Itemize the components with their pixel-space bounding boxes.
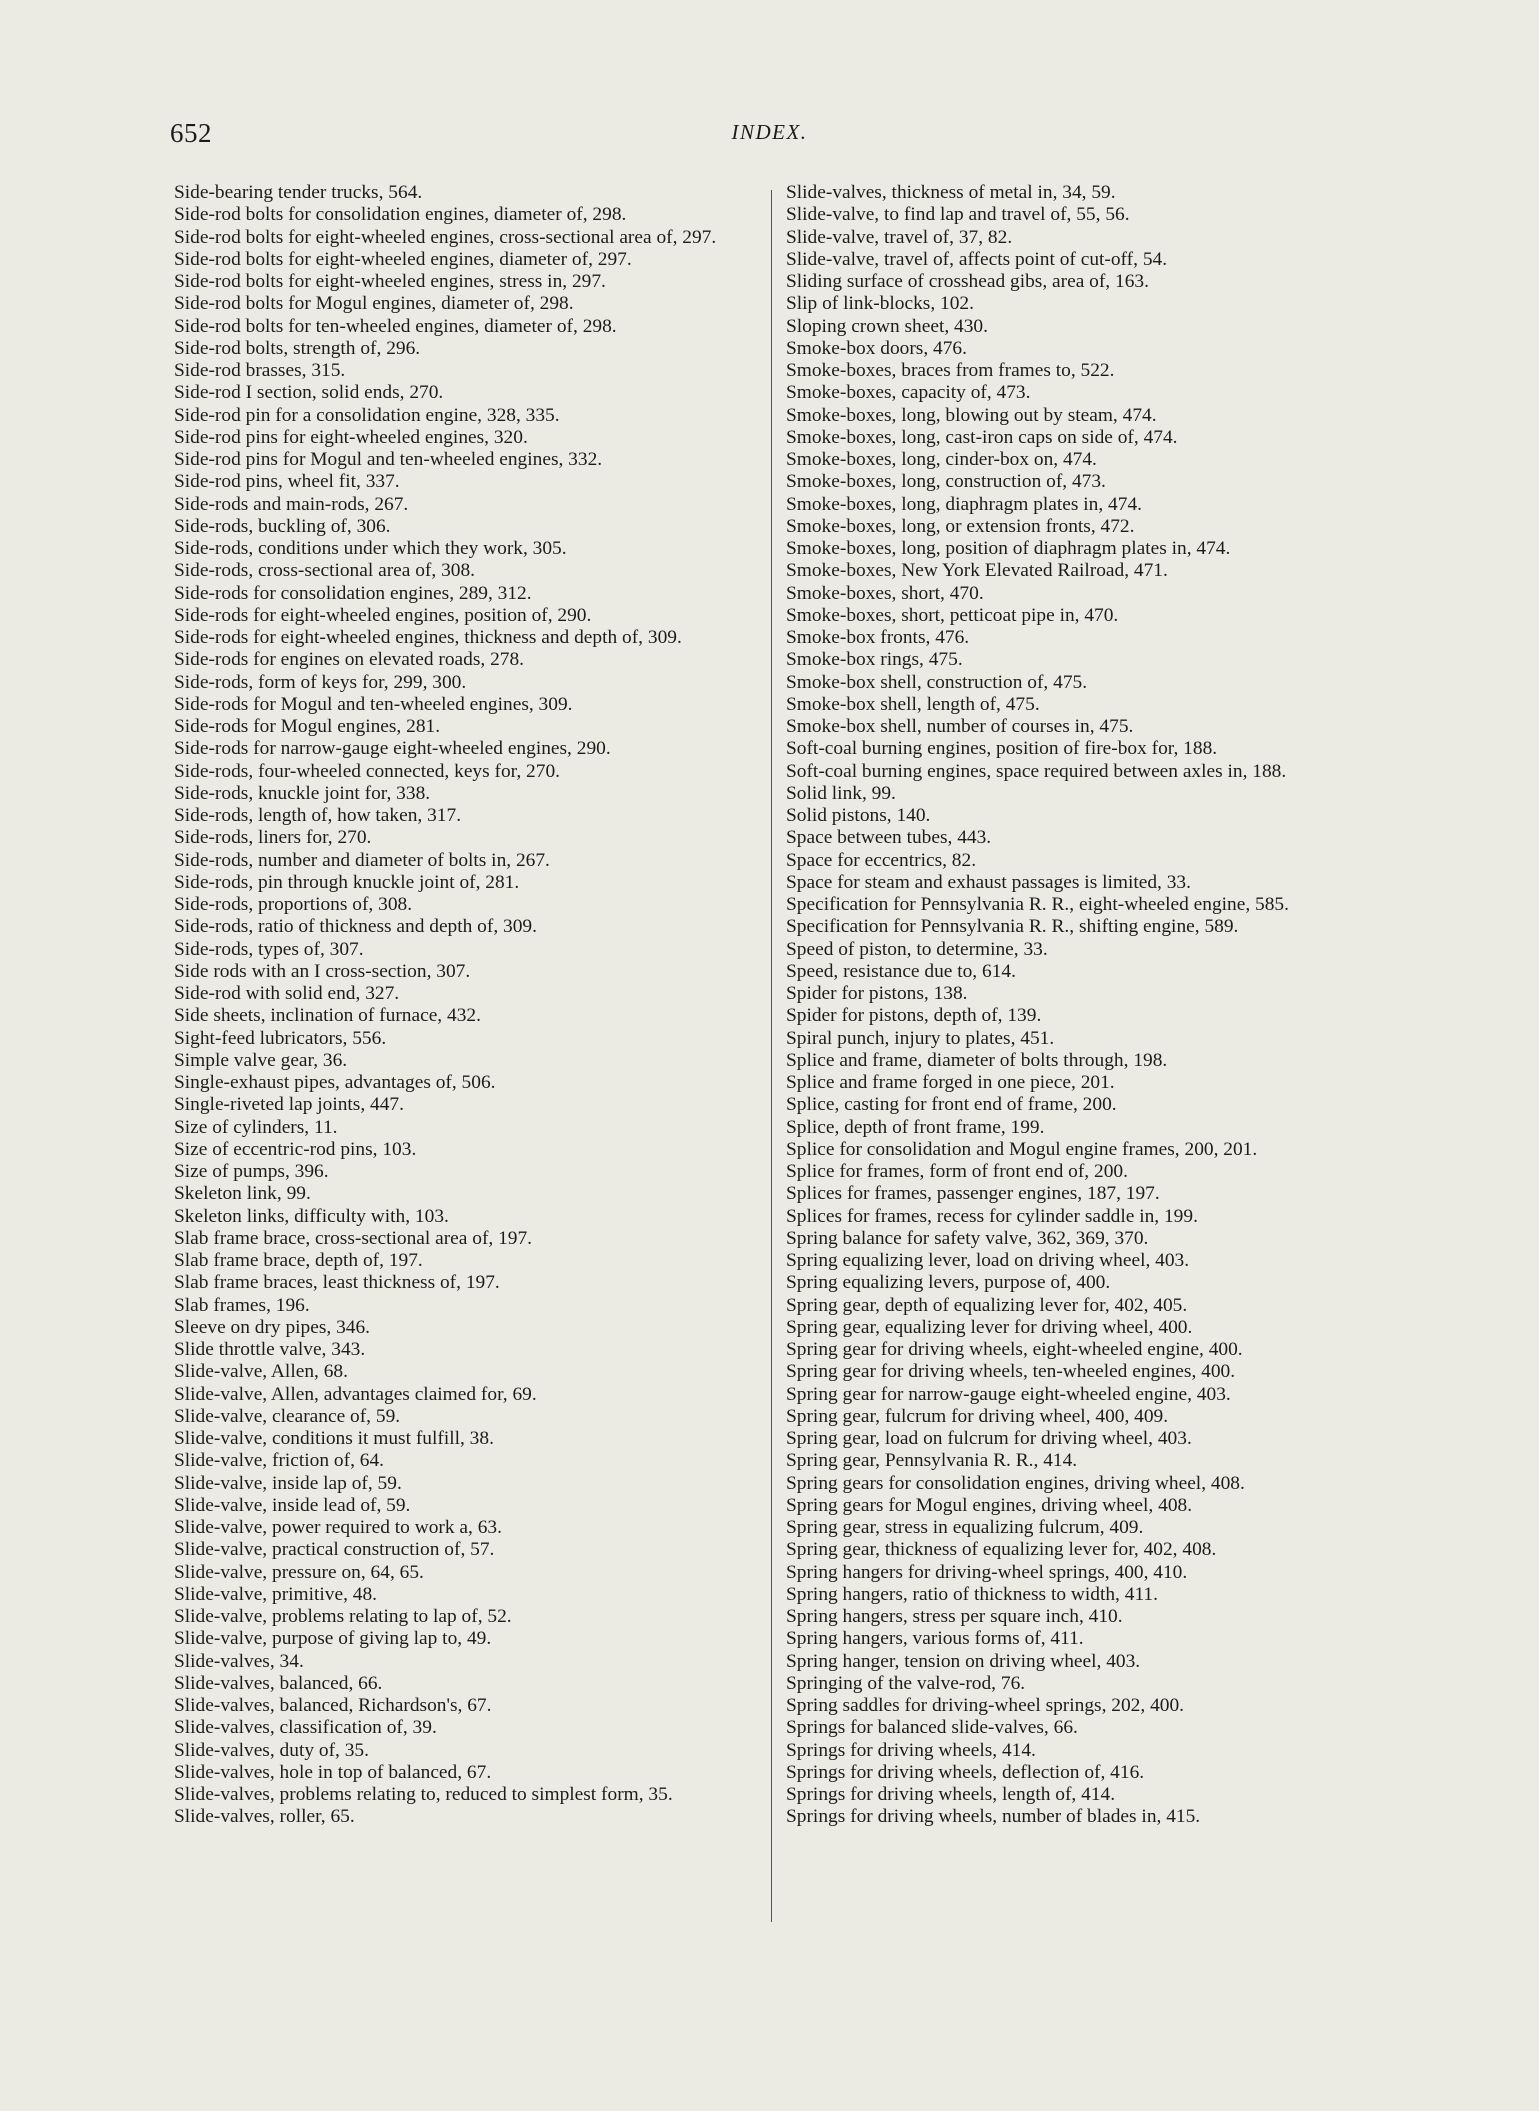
index-entry: Slide-valves, problems relating to, reduced to simplest form, 35. bbox=[174, 1784, 673, 1805]
index-entry: Slab frame brace, cross-sectional area of, 197. bbox=[174, 1227, 533, 1249]
index-entry: Slide-valve, purpose of giving lap to, 49. bbox=[174, 1628, 492, 1650]
index-entry: Spring gears for consolidation engines, driving wheel, 408. bbox=[786, 1472, 1245, 1494]
index-entry: Spring gear, Pennsylvania R. R., 414. bbox=[786, 1450, 1078, 1472]
index-entry: Smoke-boxes, long, blowing out by steam, 474. bbox=[786, 404, 1157, 426]
index-entry: Smoke-boxes, long, cinder-box on, 474. bbox=[786, 449, 1097, 470]
index-entry: Skeleton links, difficulty with, 103. bbox=[174, 1205, 449, 1227]
index-entry: Spider for pistons, 138. bbox=[786, 983, 968, 1004]
index-entry: Smoke-box doors, 476. bbox=[786, 337, 967, 359]
index-entry: Smoke-box shell, construction of, 475. bbox=[786, 671, 1088, 693]
index-entry: Smoke-boxes, capacity of, 473. bbox=[786, 382, 1031, 404]
index-entry: Smoke-box shell, length of, 475. bbox=[786, 693, 1040, 715]
index-entry: Side-rods, knuckle joint for, 338. bbox=[174, 782, 431, 804]
index-column-left bbox=[174, 182, 759, 1829]
column-divider bbox=[771, 190, 772, 1922]
index-entry: Slide-valve, conditions it must fulfill, 38. bbox=[174, 1428, 494, 1449]
index-entry: Space between tubes, 443. bbox=[786, 827, 992, 849]
index-column-right bbox=[786, 182, 1370, 1829]
index-entry: Spring balance for safety valve, 362, 369, 370. bbox=[786, 1227, 1149, 1249]
index-entry: Spring gear for narrow-gauge eight-wheeled engine, 403. bbox=[786, 1383, 1231, 1405]
index-entry: Slide-valves, classification of, 39. bbox=[174, 1717, 437, 1739]
index-entry: Splice for consolidation and Mogul engine frames, 200, 201. bbox=[786, 1138, 1258, 1160]
index-entry: Side sheets, inclination of furnace, 432. bbox=[174, 1005, 481, 1027]
index-entry: Slide-valve, clearance of, 59. bbox=[174, 1405, 401, 1427]
index-entry: Smoke-boxes, long, position of diaphragm plates in, 474. bbox=[786, 538, 1231, 559]
index-entry: Smoke-boxes, long, construction of, 473. bbox=[786, 471, 1106, 493]
index-entry: Springs for driving wheels, number of blades in, 415. bbox=[786, 1806, 1201, 1828]
index-entry: Slide-valves, balanced, 66. bbox=[174, 1672, 383, 1694]
index-entry: Side-rods, form of keys for, 299, 300. bbox=[174, 671, 467, 693]
index-entry: Side-rods, proportions of, 308. bbox=[174, 894, 413, 915]
index-entry: Spring hangers, stress per square inch, 410. bbox=[786, 1606, 1123, 1627]
index-entry: Slide-valve, practical construction of, 57. bbox=[174, 1539, 495, 1561]
index-entry: Smoke-boxes, long, cast-iron caps on side of, 474. bbox=[786, 426, 1178, 448]
index-entry: Single-riveted lap joints, 447. bbox=[174, 1094, 404, 1116]
index-entry: Side-rods, number and diameter of bolts in, 267. bbox=[174, 849, 550, 871]
index-entry: Slide-valve, Allen, 68. bbox=[174, 1361, 348, 1383]
index-entry: Side-rod pins for Mogul and ten-wheeled engines, 332. bbox=[174, 449, 603, 470]
index-entry: Splices for frames, recess for cylinder saddle in, 199. bbox=[786, 1205, 1198, 1227]
index-entry: Slide-valve, travel of, 37, 82. bbox=[786, 226, 1013, 248]
index-entry: Side-rod bolts for eight-wheeled engines, cross-sectional area of, 297. bbox=[174, 226, 717, 248]
index-entry: Side-rod pins, wheel fit, 337. bbox=[174, 471, 400, 493]
index-entry: Slide-valve, problems relating to lap of, 52. bbox=[174, 1606, 512, 1627]
index-entry: Slide-valve, friction of, 64. bbox=[174, 1450, 385, 1472]
index-entry: Smoke-boxes, New York Elevated Railroad, 471. bbox=[786, 560, 1168, 582]
index-entry: Splice for frames, form of front end of, 200. bbox=[786, 1161, 1128, 1182]
index-entry: Side-rods for narrow-gauge eight-wheeled engines, 290. bbox=[174, 738, 611, 760]
index-entry: Side-rods for eight-wheeled engines, position of, 290. bbox=[174, 604, 592, 626]
index-entry: Space for steam and exhaust passages is limited, 33. bbox=[786, 871, 1191, 893]
index-entry: Slide-valves, balanced, Richardson's, 67. bbox=[174, 1695, 492, 1716]
index-entry: Side-rod pin for a consolidation engine, 328, 335. bbox=[174, 404, 560, 426]
index-entry: Speed of piston, to determine, 33. bbox=[786, 938, 1048, 960]
index-entry: Slide-valve, inside lead of, 59. bbox=[174, 1494, 411, 1516]
index-entry: Splices for frames, passenger engines, 187, 197. bbox=[786, 1183, 1160, 1205]
index-entry: Slide-valves, hole in top of balanced, 67. bbox=[174, 1761, 492, 1783]
index-entry: Smoke-boxes, short, petticoat pipe in, 470. bbox=[786, 604, 1119, 626]
index-entry: Side-rods, conditions under which they work, 305. bbox=[174, 538, 567, 559]
index-entry: Speed, resistance due to, 614. bbox=[786, 960, 1016, 982]
index-entry: Slide-valves, thickness of metal in, 34, 59. bbox=[786, 182, 1116, 203]
index-entry: Specification for Pennsylvania R. R., shifting engine, 589. bbox=[786, 916, 1239, 938]
index-entry: Solid pistons, 140. bbox=[786, 805, 931, 826]
index-entry: Spring gear, fulcrum for driving wheel, 400, 409. bbox=[786, 1405, 1169, 1427]
index-entry: Slide-valve, power required to work a, 63. bbox=[174, 1517, 502, 1538]
index-entry: Slab frame braces, least thickness of, 197. bbox=[174, 1272, 500, 1294]
index-entry: Sliding surface of crosshead gibs, area of, 163. bbox=[786, 271, 1149, 292]
index-entry: Side-rod with solid end, 327. bbox=[174, 983, 400, 1004]
index-entry: Slide-valves, duty of, 35. bbox=[174, 1739, 369, 1761]
index-entry: Springs for driving wheels, deflection of, 416. bbox=[786, 1761, 1145, 1783]
index-entry: Side-rods, buckling of, 306. bbox=[174, 515, 391, 537]
index-entry: Side-rods for Mogul and ten-wheeled engines, 309. bbox=[174, 693, 573, 715]
index-entry: Spider for pistons, depth of, 139. bbox=[786, 1005, 1042, 1027]
index-entry: Slab frame brace, depth of, 197. bbox=[174, 1250, 423, 1271]
index-entry: Springs for driving wheels, length of, 414. bbox=[786, 1784, 1116, 1805]
index-entry: Side-rod bolts for consolidation engines, diameter of, 298. bbox=[174, 204, 627, 226]
index-entry: Smoke-boxes, short, 470. bbox=[786, 582, 984, 604]
index-entry: Smoke-box rings, 475. bbox=[786, 649, 963, 671]
index-entry: Size of eccentric-rod pins, 103. bbox=[174, 1138, 417, 1160]
index-entry: Spring equalizing lever, load on driving wheel, 403. bbox=[786, 1250, 1190, 1271]
index-entry: Springs for driving wheels, 414. bbox=[786, 1739, 1036, 1761]
index-entry: Smoke-boxes, long, or extension fronts, 472. bbox=[786, 515, 1135, 537]
index-entry: Slide-valve, travel of, affects point of cut-off, 54. bbox=[786, 248, 1168, 270]
index-entry: Soft-coal burning engines, position of fire-box for, 188. bbox=[786, 738, 1218, 760]
index-entry: Spiral punch, injury to plates, 451. bbox=[786, 1027, 1055, 1049]
index-entry: Splice, depth of front frame, 199. bbox=[786, 1116, 1045, 1138]
index-entry: Spring hangers, various forms of, 411. bbox=[786, 1628, 1084, 1650]
index-entry: Side-rod bolts, strength of, 296. bbox=[174, 337, 421, 359]
index-entry: Spring hanger, tension on driving wheel, 403. bbox=[786, 1650, 1141, 1672]
index-entry: Side-rods for eight-wheeled engines, thickness and depth of, 309. bbox=[174, 627, 682, 648]
index-entry: Spring saddles for driving-wheel springs, 202, 400. bbox=[786, 1695, 1185, 1716]
index-entry: Side-rod pins for eight-wheeled engines, 320. bbox=[174, 426, 528, 448]
index-entry: Side-rods and main-rods, 267. bbox=[174, 493, 409, 515]
index-entry: Slide-valve, Allen, advantages claimed for, 69. bbox=[174, 1383, 537, 1405]
index-entry: Side-rods, cross-sectional area of, 308. bbox=[174, 560, 475, 582]
index-entry: Springs for balanced slide-valves, 66. bbox=[786, 1717, 1078, 1739]
index-entry: Single-exhaust pipes, advantages of, 506. bbox=[174, 1072, 496, 1093]
index-entry: Splice, casting for front end of frame, 200. bbox=[786, 1094, 1117, 1116]
index-entry: Side-rods, liners for, 270. bbox=[174, 827, 372, 849]
index-entry: Spring gear, thickness of equalizing lever for, 402, 408. bbox=[786, 1539, 1217, 1561]
index-entry: Splice and frame forged in one piece, 201. bbox=[786, 1072, 1115, 1093]
index-entry: Side-rods, four-wheeled connected, keys for, 270. bbox=[174, 760, 560, 782]
index-entry: Side-rods, pin through knuckle joint of, 281. bbox=[174, 871, 520, 893]
index-entry: Smoke-boxes, braces from frames to, 522. bbox=[786, 360, 1115, 381]
index-entry: Simple valve gear, 36. bbox=[174, 1049, 348, 1071]
index-entry: Side-bearing tender trucks, 564. bbox=[174, 182, 423, 203]
index-entry: Spring gear for driving wheels, eight-wheeled engine, 400. bbox=[786, 1339, 1243, 1360]
index-entry: Spring gear, depth of equalizing lever for, 402, 405. bbox=[786, 1294, 1188, 1316]
index-entry: Side-rod I section, solid ends, 270. bbox=[174, 382, 444, 404]
index-entry: Spring hangers, ratio of thickness to width, 411. bbox=[786, 1583, 1158, 1605]
index-entry: Splice and frame, diameter of bolts through, 198. bbox=[786, 1049, 1168, 1071]
index-entry: Spring gear for driving wheels, ten-wheeled engines, 400. bbox=[786, 1361, 1236, 1383]
index-entry: Side-rods for Mogul engines, 281. bbox=[174, 716, 441, 737]
index-entry: Side-rod brasses, 315. bbox=[174, 360, 346, 381]
index-entry: Side rods with an I cross-section, 307. bbox=[174, 960, 471, 982]
index-entry: Smoke-box fronts, 476. bbox=[786, 627, 970, 648]
index-entry: Slide-valve, to find lap and travel of, 55, 56. bbox=[786, 204, 1130, 226]
index-entry: Sight-feed lubricators, 556. bbox=[174, 1027, 387, 1049]
page-number: 652 bbox=[170, 118, 212, 148]
index-entry: Size of pumps, 396. bbox=[174, 1161, 329, 1182]
index-entry: Slide-valve, primitive, 48. bbox=[174, 1583, 378, 1605]
index-entry: Side-rods for engines on elevated roads, 278. bbox=[174, 649, 525, 671]
index-entry: Sleeve on dry pipes, 346. bbox=[174, 1316, 371, 1338]
index-entry: Side-rods, types of, 307. bbox=[174, 938, 364, 960]
index-entry: Side-rods, length of, how taken, 317. bbox=[174, 805, 462, 826]
index-entry: Side-rod bolts for eight-wheeled engines, stress in, 297. bbox=[174, 271, 606, 292]
index-entry: Springing of the valve-rod, 76. bbox=[786, 1672, 1026, 1694]
index-entry: Smoke-boxes, long, diaphragm plates in, 474. bbox=[786, 493, 1142, 515]
index-entry: Spring hangers for driving-wheel springs, 400, 410. bbox=[786, 1561, 1188, 1583]
index-entry: Slide throttle valve, 343. bbox=[174, 1339, 366, 1360]
index-entry: Spring equalizing levers, purpose of, 400. bbox=[786, 1272, 1111, 1294]
index-entry: Slide-valves, roller, 65. bbox=[174, 1806, 355, 1828]
index-entry: Side-rod bolts for Mogul engines, diameter of, 298. bbox=[174, 293, 574, 315]
index-entry: Slide-valve, inside lap of, 59. bbox=[174, 1472, 402, 1494]
index-entry: Smoke-box shell, number of courses in, 475. bbox=[786, 716, 1134, 737]
running-title: INDEX. bbox=[731, 120, 808, 144]
index-entry: Sloping crown sheet, 430. bbox=[786, 315, 988, 337]
index-entry: Spring gears for Mogul engines, driving wheel, 408. bbox=[786, 1494, 1193, 1516]
index-entry: Side-rod bolts for ten-wheeled engines, diameter of, 298. bbox=[174, 315, 617, 337]
index-entry: Slab frames, 196. bbox=[174, 1294, 310, 1316]
index-entry: Solid link, 99. bbox=[786, 782, 896, 804]
index-entry: Side-rods, ratio of thickness and depth of, 309. bbox=[174, 916, 537, 938]
index-entry: Side-rods for consolidation engines, 289, 312. bbox=[174, 582, 532, 604]
index-entry: Slide-valves, 34. bbox=[174, 1650, 304, 1672]
index-entry: Side-rod bolts for eight-wheeled engines, diameter of, 297. bbox=[174, 248, 632, 270]
index-entry: Slide-valve, pressure on, 64, 65. bbox=[174, 1561, 424, 1583]
index-entry: Size of cylinders, 11. bbox=[174, 1116, 338, 1138]
index-entry: Spring gear, stress in equalizing fulcrum, 409. bbox=[786, 1517, 1144, 1538]
index-entry: Slip of link-blocks, 102. bbox=[786, 293, 974, 315]
index-entry: Spring gear, equalizing lever for driving wheel, 400. bbox=[786, 1316, 1193, 1338]
index-entry: Space for eccentrics, 82. bbox=[786, 849, 977, 871]
index-entry: Soft-coal burning engines, space required between axles in, 188. bbox=[786, 760, 1287, 782]
index-entry: Skeleton link, 99. bbox=[174, 1183, 311, 1205]
index-entry: Spring gear, load on fulcrum for driving wheel, 403. bbox=[786, 1428, 1192, 1449]
index-entry: Specification for Pennsylvania R. R., eight-wheeled engine, 585. bbox=[786, 894, 1289, 915]
